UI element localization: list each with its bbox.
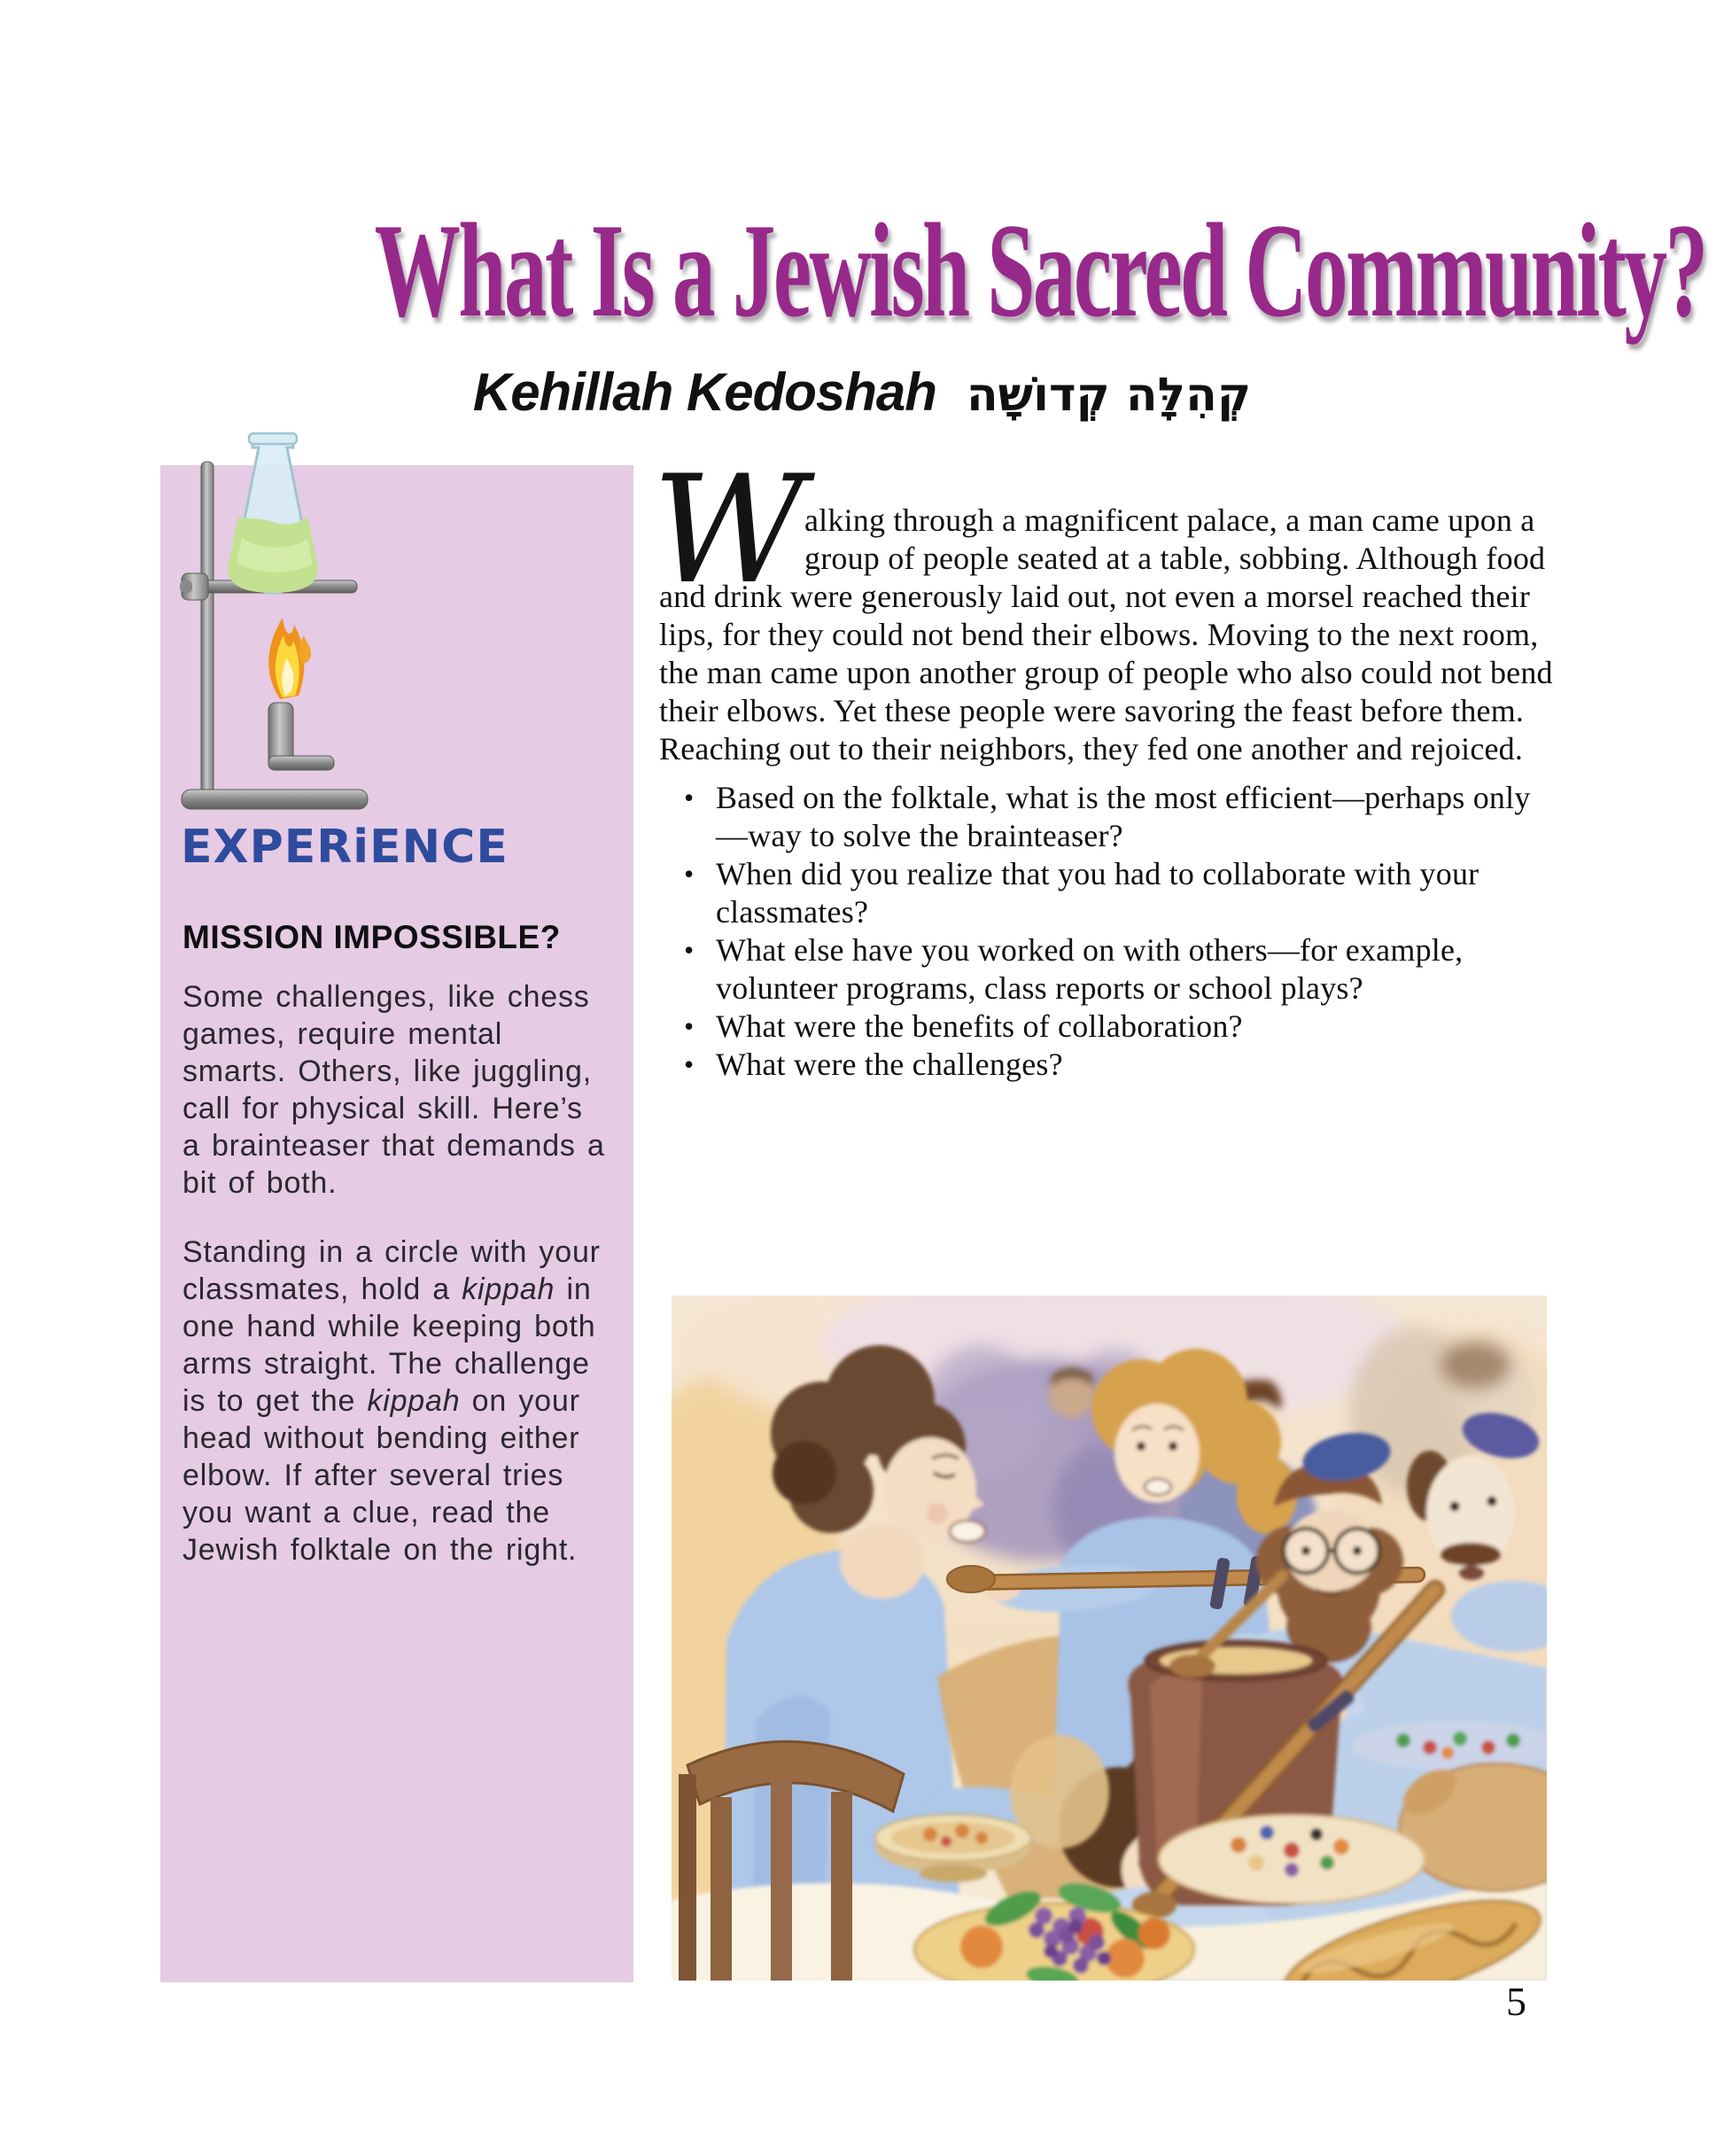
- page-number: 5: [1506, 1979, 1526, 2024]
- subtitle: [0, 362, 1724, 423]
- sidebar-paragraph-2: [182, 1234, 611, 1568]
- drop-cap: W: [652, 443, 805, 617]
- list-item: • What were the benefits of collaboration?: [659, 1008, 1559, 1046]
- experience-sidebar: [160, 465, 633, 1982]
- page-title-text: What Is a Jewish Sacred Community?: [374, 196, 1706, 345]
- sidebar-paragraph-2-seg: on your head without bending either elbow. If after several tries you want a clue, read the Jewish folktale on the right.: [182, 1384, 580, 1568]
- sidebar-paragraph-1: Some challenges, like chess games, require mental smarts. Others, like juggling, call for physical skill. Here’s a brainteaser that demands a bit of both.: [182, 980, 605, 1201]
- list-item: • When did you realize that you had to collaborate with your classmates?: [659, 855, 1559, 931]
- page-title: [0, 196, 1724, 345]
- list-item: • What else have you worked on with others—for example, volunteer programs, class reports or school plays?: [659, 931, 1559, 1008]
- subtitle-hebrew: קְהִלָּה קְדוֹשָׁה: [966, 369, 1252, 422]
- list-item: • What were the challenges?: [659, 1046, 1559, 1084]
- sidebar-paragraph-2-seg: Standing in a circle with your classmates, hold a: [182, 1235, 601, 1307]
- list-item: • Based on the folktale, what is the most efficient—perhaps only—way to solve the brainteaser?: [659, 779, 1559, 855]
- subtitle-transliteration: Kehillah Kedoshah: [472, 362, 936, 422]
- chemistry-flask-icon: [180, 432, 382, 837]
- folktale-paragraph: alking through a magnificent palace, a man came upon a group of people seated at a table, sobbing. Although food and drink were generously laid out, not even a morsel reached their lips, for they could not bend their elbows. Moving to the next room, the man came upon another group of people who also could not bend their elbows. Yet these people were savoring the feast before them. Reaching out to their neighbors, they fed one another and rejoiced.: [659, 502, 1553, 767]
- kippah-italic: kippah: [367, 1384, 461, 1419]
- experience-label: EXPERiENCE: [181, 821, 509, 874]
- feast-illustration: [672, 1296, 1547, 1981]
- kippah-italic: kippah: [462, 1273, 555, 1307]
- mission-heading: MISSION IMPOSSIBLE?: [182, 918, 561, 955]
- discussion-questions: [659, 779, 1559, 1084]
- main-column: [652, 443, 1559, 1084]
- sidebar-paragraph-2-seg: in one hand while keeping both arms straight. The challenge is to get the: [182, 1273, 596, 1419]
